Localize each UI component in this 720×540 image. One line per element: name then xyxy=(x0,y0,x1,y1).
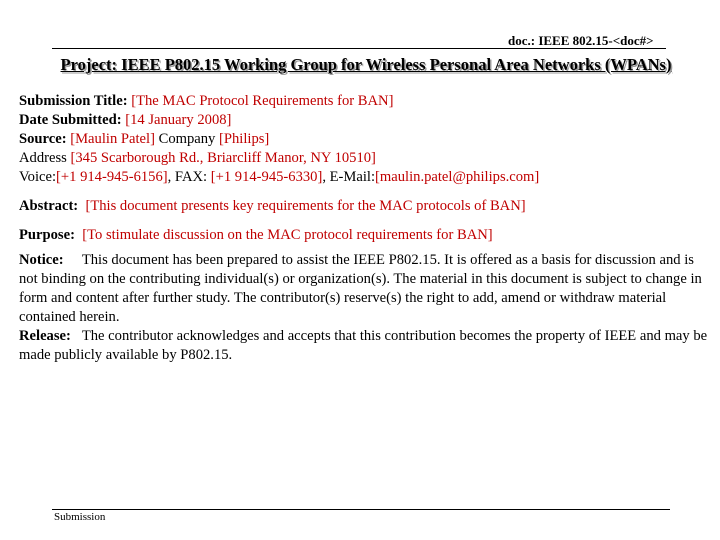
abstract-value: [This document presents key requirements for the MAC protocols of BAN] xyxy=(85,198,526,214)
spacer xyxy=(19,216,713,226)
source-label: Source: xyxy=(19,131,67,147)
email-value: [maulin.patel@philips.com] xyxy=(375,169,540,185)
submission-title-value: [The MAC Protocol Requirements for BAN] xyxy=(131,93,394,109)
header-divider xyxy=(52,48,666,49)
submission-title-line xyxy=(19,92,713,111)
release-text: The contributor acknowledges and accepts that this contribution becomes the property of IEEE and may be made publicly available by P802.15. xyxy=(19,328,708,363)
source-line xyxy=(19,130,713,149)
submission-title-label: Submission Title: xyxy=(19,93,128,109)
company-label: Company xyxy=(158,131,216,147)
source-value: [Maulin Patel] xyxy=(70,131,155,147)
date-submitted-label: Date Submitted: xyxy=(19,112,122,128)
project-title: Project: IEEE P802.15 Working Group for Wireless Personal Area Networks (WPANs) xyxy=(60,55,672,74)
spacer xyxy=(19,187,713,197)
release-paragraph xyxy=(19,327,713,365)
address-line xyxy=(19,149,713,168)
footer-divider xyxy=(52,509,670,510)
purpose-label: Purpose: xyxy=(19,227,75,243)
contact-line: Voice:[+1 914-945-6156], FAX: [+1 914-945-6330], E-Mail:[maulin.patel@philips.com] xyxy=(19,169,540,185)
release-label: Release: xyxy=(19,328,71,344)
company-value: [Philips] xyxy=(219,131,270,147)
voice-value: [+1 914-945-6156] xyxy=(56,169,168,185)
fax-value: [+1 914-945-6330] xyxy=(210,169,323,185)
email-label: E-Mail: xyxy=(329,169,376,185)
notice-text: This document has been prepared to assist the IEEE P802.15. It is offered as a basis for discussion and is not binding on the contributing individual(s) or organization(s). The material in this document is subject to change in form and content after further study. The contributor(s) reserve(s) the right to add, amend or withdraw material contained herein. xyxy=(19,252,702,325)
purpose-value: [To stimulate discussion on the MAC protocol requirements for BAN] xyxy=(82,227,493,243)
document-body xyxy=(19,92,713,365)
date-submitted-line xyxy=(19,111,713,130)
date-submitted-value: [14 January 2008] xyxy=(125,112,232,128)
notice-paragraph xyxy=(19,251,713,327)
address-label: Address xyxy=(19,150,67,166)
abstract-line xyxy=(19,197,713,216)
footer-label: Submission xyxy=(54,511,106,523)
fax-label: FAX: xyxy=(174,169,208,185)
voice-label: Voice: xyxy=(19,169,57,185)
notice-label: Notice: xyxy=(19,252,64,268)
address-value: [345 Scarborough Rd., Briarcliff Manor, NY 10510] xyxy=(70,150,376,166)
purpose-line xyxy=(19,226,713,245)
doc-id: doc.: IEEE 802.15-<doc#> xyxy=(508,33,654,48)
abstract-label: Abstract: xyxy=(19,198,79,214)
